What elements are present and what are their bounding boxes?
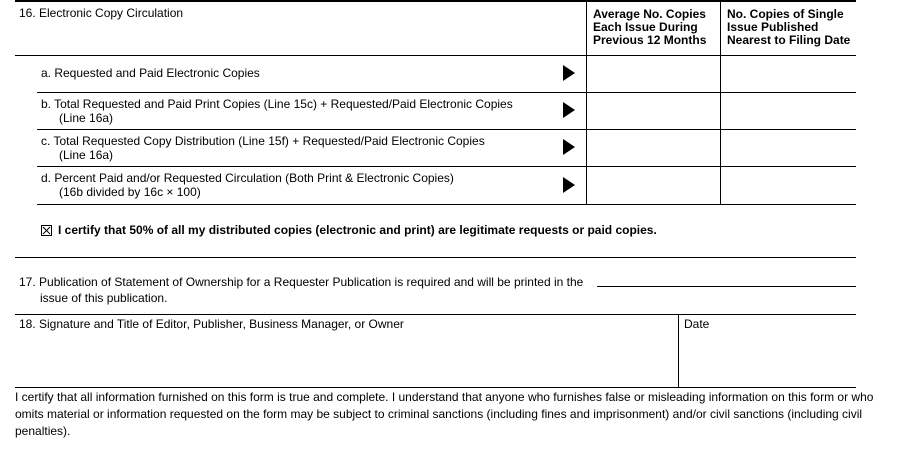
col-average-header-3: Previous 12 Months: [593, 33, 707, 47]
row-a-average-field[interactable]: [587, 56, 720, 92]
row-c-average-field[interactable]: [587, 130, 720, 166]
col-average-header-2: Each Issue During: [593, 20, 698, 34]
row-c-label-line1: c. Total Requested Copy Distribution (Line 15f) + Requested/Paid Electronic Copies: [41, 134, 485, 148]
row-b-label-line1: b. Total Requested and Paid Print Copies (Line 15c) + Requested/Paid Electronic Copies: [41, 97, 513, 111]
section-18-title: 18. Signature and Title of Editor, Publisher, Business Manager, or Owner: [19, 317, 404, 331]
section-17-issue-blank[interactable]: [597, 286, 856, 287]
section-17-text-line1: 17. Publication of Statement of Ownership for a Requester Publication is required and will be printed in the: [19, 275, 584, 289]
row-d-arrow-icon: [563, 177, 575, 193]
certify-statement: I certify that 50% of all my distributed copies (electronic and print) are legitimate requests or paid copies.: [58, 223, 657, 237]
row-a-arrow-icon: [563, 65, 575, 81]
date-field[interactable]: [680, 331, 856, 386]
signature-date-divider: [678, 314, 679, 387]
signature-field[interactable]: [15, 331, 678, 386]
section-16-bottom-line: [15, 257, 856, 258]
row-d-single-issue-field[interactable]: [721, 167, 856, 204]
date-label: Date: [684, 317, 710, 331]
row-c-single-issue-field[interactable]: [721, 130, 856, 166]
row-b-label-line2: (Line 16a): [59, 111, 114, 125]
certify-checkbox[interactable]: [41, 225, 52, 236]
row-d-label-line1: d. Percent Paid and/or Requested Circulation (Both Print & Electronic Copies): [41, 171, 454, 185]
row-b-average-field[interactable]: [587, 93, 720, 129]
row-d-average-field[interactable]: [587, 167, 720, 204]
col-single-issue-header-1: No. Copies of Single: [727, 7, 844, 21]
row-a-label: a. Requested and Paid Electronic Copies: [41, 66, 260, 80]
col-average-header-1: Average No. Copies: [593, 7, 706, 21]
row-d-label-line2: (16b divided by 16c × 100): [59, 185, 201, 199]
row-b-arrow-icon: [563, 102, 575, 118]
row-c-label-line2: (Line 16a): [59, 148, 114, 162]
row-b-single-issue-field[interactable]: [721, 93, 856, 129]
section-16-title: 16. Electronic Copy Circulation: [19, 6, 184, 20]
col-single-issue-header-3: Nearest to Filing Date: [727, 33, 851, 47]
section-17-text-line2: issue of this publication.: [40, 291, 168, 305]
top-border: [15, 0, 856, 2]
checkbox-x-icon: [42, 226, 51, 235]
footer-certification: I certify that all information furnished on this form is true and complete. I understand that anyone who furnishes false or misleading information on this form or who omits material or information requested on the form may be subject to criminal sanctions (including fines and imprisonment) and/or civil sanctions (including civil penalties).: [15, 390, 874, 438]
section-17-bottom-line: [15, 314, 856, 315]
row-c-arrow-icon: [563, 139, 575, 155]
row-a-single-issue-field[interactable]: [721, 56, 856, 92]
section-18-bottom-line: [15, 387, 856, 388]
col-single-issue-header-2: Issue Published: [727, 20, 819, 34]
row-d-bottom-line: [37, 204, 856, 205]
